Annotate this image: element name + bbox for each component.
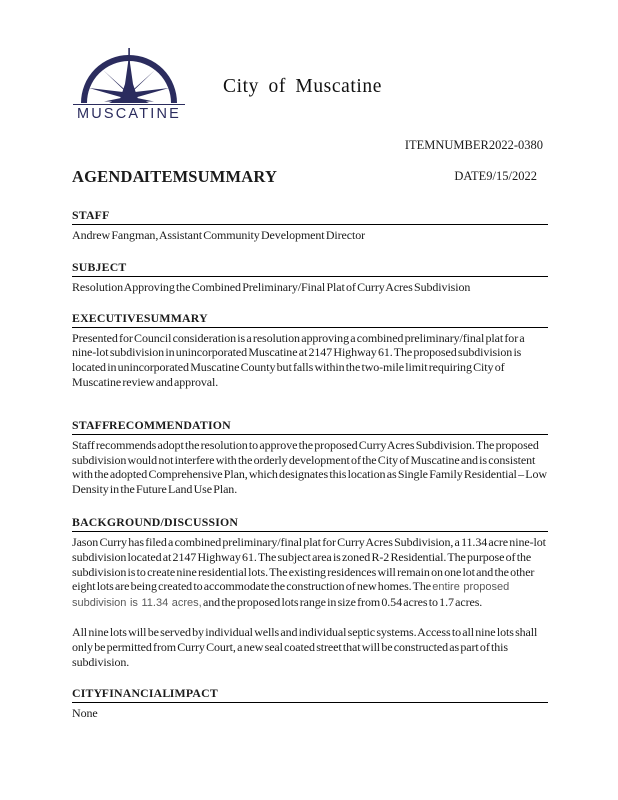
background-text-part3: and the proposed lots range in size from 0.54 acres to 1.7 acres. xyxy=(201,595,483,610)
document-sections xyxy=(72,204,548,721)
item-number-value: 2022-0380 xyxy=(488,138,543,152)
section-staff xyxy=(72,209,548,243)
city-title: City of Muscatine xyxy=(223,76,383,97)
muscatine-logo xyxy=(73,46,185,122)
section-city-financial-impact xyxy=(72,687,548,721)
executive-summary-heading: EXECUTIVE SUMMARY xyxy=(72,312,548,328)
item-number-line xyxy=(405,138,543,153)
date-line xyxy=(454,169,537,184)
executive-summary-body: Presented for Council consideration is a resolution approving a combined preliminary/final plat for a nine-lot subdivision in unincorporated Muscatine at 2147 Highway 61. The proposed subdivision is located in unincorporated Muscatine County but falls within the two-mile limit requiring City of Muscatine review and approval. xyxy=(72,330,525,389)
staff-recommendation-heading: STAFF RECOMMENDATION xyxy=(72,419,548,435)
section-staff-recommendation xyxy=(72,419,548,497)
staff-body: Andrew Fangman, Assistant Community Development Director xyxy=(72,228,366,242)
subject-heading: SUBJECT xyxy=(72,261,548,277)
item-number-label: ITEM NUMBER xyxy=(404,138,489,152)
background-text-inserted: entire proposed subdivision is 11.34 acres, xyxy=(72,581,510,610)
city-financial-impact-heading: CITY FINANCIAL IMPACT xyxy=(72,687,548,703)
city-financial-impact-body: None xyxy=(72,706,98,721)
date-label: DATE xyxy=(454,169,487,183)
background-text-part1: Jason Curry has filed a combined preliminary/final plat for Curry Acres Subdivision, a 11.34 acre nine-lot subdivision located at 2147 Highway 61. The subject area is zoned R-2 Residential. The purpose of the subdivision is to create nine residential lots. The existing residences will remain on one lot and the other eight lots are being created to accommodate the construction of new homes. The xyxy=(72,534,546,594)
section-background-discussion xyxy=(72,516,548,669)
background-discussion-heading: BACKGROUND/DISCUSSION xyxy=(72,516,548,532)
background-discussion-paragraph-1 xyxy=(72,535,548,611)
staff-heading: STAFF xyxy=(72,209,548,225)
subject-body: Resolution Approving the Combined Preliminary/Final Plat of Curry Acres Subdivision xyxy=(72,279,471,294)
background-discussion-paragraph-2: All nine lots will be served by individual wells and individual septic systems. Access to all nine lots shall only be permitted from Curry Court, a new seal coated street that will be constructed as part of this subdivision. xyxy=(72,624,538,669)
muscatine-sunburst-icon xyxy=(73,46,185,104)
staff-recommendation-body: Staff recommends adopt the resolution to approve the proposed Curry Acres Subdivision. The proposed subdivision would not interfere with the orderly development of the City of Muscatine and is consistent with the adopted Comprehensive Plan, which designates this location as Single Family Residential – Low Density in the Future Land Use Plan. xyxy=(72,437,547,497)
page-title: AGENDA ITEM SUMMARY xyxy=(72,167,278,186)
date-value: 9/15/2022 xyxy=(486,169,537,183)
logo-wordmark: MUSCATINE xyxy=(73,104,185,122)
section-executive-summary xyxy=(72,312,548,390)
section-subject xyxy=(72,261,548,295)
